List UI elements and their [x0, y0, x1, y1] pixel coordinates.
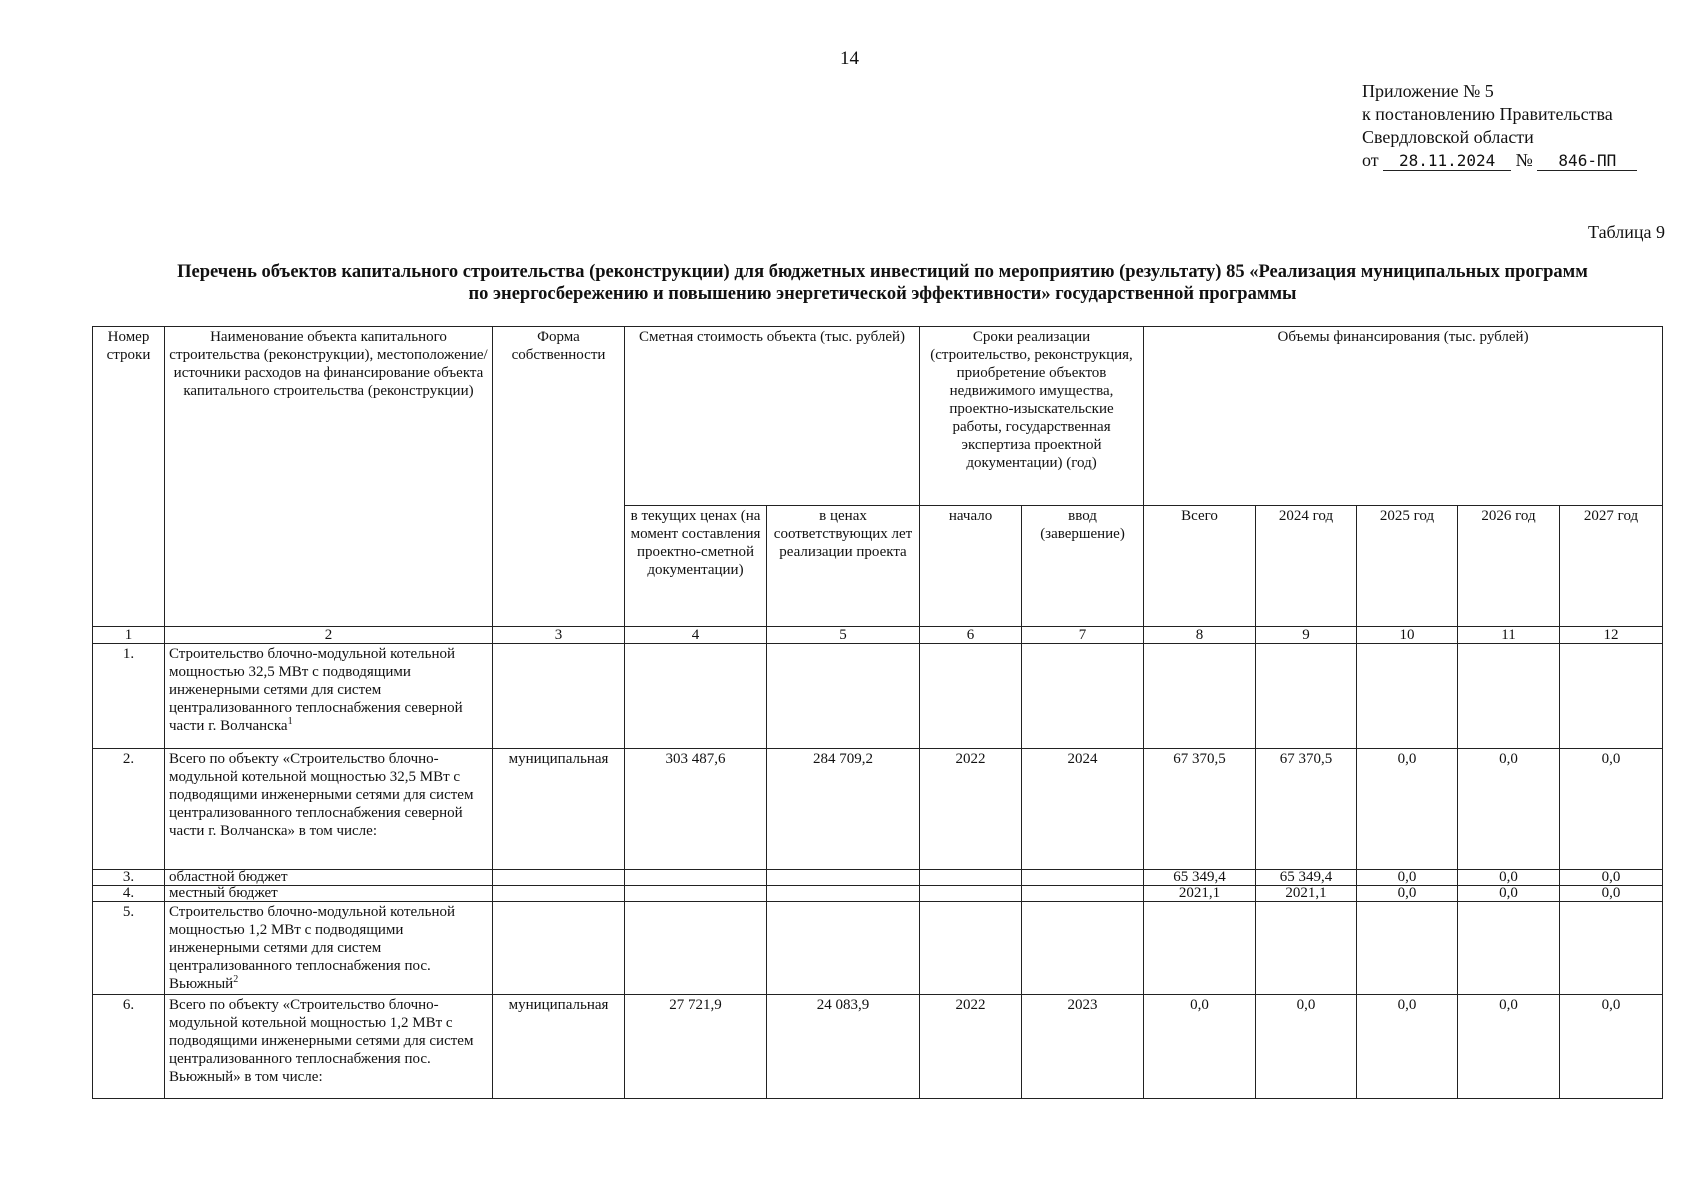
- end-year: [1022, 644, 1144, 749]
- funding-total: [1144, 902, 1256, 995]
- row-number: 3.: [93, 870, 165, 886]
- ownership: муниципальная: [493, 749, 625, 870]
- column-number: 7: [1022, 627, 1144, 644]
- object-name: Всего по объекту «Строительство блочно-модульной котельной мощностью 32,5 МВт с подводящими инженерными сетями для систем централизованного теплоснабжения северной части г. Волчанска» в том числе:: [165, 749, 493, 870]
- funding-2027: [1560, 644, 1663, 749]
- funding-2027: 0,0: [1560, 870, 1663, 886]
- cost-current: 27 721,9: [625, 995, 767, 1099]
- cost-current: [625, 902, 767, 995]
- header-row-1: [93, 327, 1663, 506]
- header-timing: Сроки реализации (строительство, реконструкция, приобретение объектов недвижимого имущества, проектно-изыскательские работы, государственная экспертиза проектной документации) (год): [920, 327, 1144, 506]
- header-start: начало: [920, 506, 1022, 627]
- header-2027: 2027 год: [1560, 506, 1663, 627]
- ownership: [493, 870, 625, 886]
- funding-2024: 65 349,4: [1256, 870, 1357, 886]
- cost-years: 284 709,2: [767, 749, 920, 870]
- page-number: 14: [840, 48, 859, 69]
- table-label: Таблица 9: [1588, 222, 1665, 242]
- column-number: 9: [1256, 627, 1357, 644]
- row-number: 5.: [93, 902, 165, 995]
- header-2025: 2025 год: [1357, 506, 1458, 627]
- table-row: [93, 870, 1663, 886]
- header-estimated-cost: Сметная стоимость объекта (тыс. рублей): [625, 327, 920, 506]
- start-year: [920, 902, 1022, 995]
- object-name: Строительство блочно-модульной котельной мощностью 1,2 МВт с подводящими инженерными сетями для систем централизованного теплоснабжения пос. Вьюжный$^2$: [165, 902, 493, 995]
- footnote-mark: 2: [233, 974, 239, 985]
- table-row: [93, 886, 1663, 902]
- header-object-name: Наименование объекта капитального строительства (реконструкции), местоположение/источники расходов на финансирование объекта капитального строительства (реконструкции): [165, 327, 493, 627]
- funding-2027: 0,0: [1560, 886, 1663, 902]
- object-name: областной бюджет: [165, 870, 493, 886]
- ownership: муниципальная: [493, 995, 625, 1099]
- funding-2025: 0,0: [1357, 995, 1458, 1099]
- cost-years: [767, 870, 920, 886]
- cost-current: [625, 886, 767, 902]
- table-row: [93, 995, 1663, 1099]
- end-year: 2024: [1022, 749, 1144, 870]
- cost-years: [767, 902, 920, 995]
- end-year: [1022, 870, 1144, 886]
- date-prefix: от: [1362, 150, 1379, 170]
- funding-2026: [1458, 902, 1560, 995]
- appendix-line-3: Свердловской области: [1362, 127, 1534, 147]
- object-name: местный бюджет: [165, 886, 493, 902]
- appendix-line-1: Приложение № 5: [1362, 81, 1494, 101]
- object-name: Всего по объекту «Строительство блочно-модульной котельной мощностью 1,2 МВт с подводящими инженерными сетями для систем централизованного теплоснабжения пос. Вьюжный» в том числе:: [165, 995, 493, 1099]
- funding-2026: 0,0: [1458, 870, 1560, 886]
- funding-2027: 0,0: [1560, 995, 1663, 1099]
- cost-years: 24 083,9: [767, 995, 920, 1099]
- row-number: 1.: [93, 644, 165, 749]
- column-number: 2: [165, 627, 493, 644]
- row-number: 4.: [93, 886, 165, 902]
- start-year: 2022: [920, 749, 1022, 870]
- table-row: [93, 902, 1663, 995]
- funding-2026: 0,0: [1458, 749, 1560, 870]
- cost-current: 303 487,6: [625, 749, 767, 870]
- appendix-block: [1362, 80, 1637, 172]
- funding-2025: 0,0: [1357, 749, 1458, 870]
- funding-total: 0,0: [1144, 995, 1256, 1099]
- table-row: [93, 749, 1663, 870]
- column-number: 12: [1560, 627, 1663, 644]
- funding-total: 67 370,5: [1144, 749, 1256, 870]
- cost-current: [625, 644, 767, 749]
- header-end: ввод (завершение): [1022, 506, 1144, 627]
- header-cost-current: в текущих ценах (на момент составления проектно-сметной документации): [625, 506, 767, 627]
- cost-years: [767, 644, 920, 749]
- table-row: [93, 644, 1663, 749]
- funding-2027: [1560, 902, 1663, 995]
- appendix-date-line: [1362, 149, 1637, 172]
- column-numbers-row: [93, 627, 1663, 644]
- funding-2024: [1256, 644, 1357, 749]
- funding-2024: 0,0: [1256, 995, 1357, 1099]
- column-number: 8: [1144, 627, 1256, 644]
- funding-2026: 0,0: [1458, 995, 1560, 1099]
- funding-2025: [1357, 902, 1458, 995]
- row-number: 2.: [93, 749, 165, 870]
- funding-2026: 0,0: [1458, 886, 1560, 902]
- funding-2027: 0,0: [1560, 749, 1663, 870]
- column-number: 4: [625, 627, 767, 644]
- start-year: [920, 886, 1022, 902]
- start-year: [920, 644, 1022, 749]
- header-total: Всего: [1144, 506, 1256, 627]
- funding-total: 65 349,4: [1144, 870, 1256, 886]
- column-number: 3: [493, 627, 625, 644]
- funding-2024: 2021,1: [1256, 886, 1357, 902]
- document-title: [90, 261, 1675, 305]
- title-line-1: Перечень объектов капитального строительства (реконструкции) для бюджетных инвестиций по мероприятию (результату) 85 «Реализация муниципальных программ: [177, 262, 1588, 282]
- capital-construction-table: [92, 326, 1663, 1099]
- object-name: Строительство блочно-модульной котельной мощностью 32,5 МВт с подводящими инженерными сетями для систем централизованного теплоснабжения северной части г. Волчанска$^1$: [165, 644, 493, 749]
- end-year: 2023: [1022, 995, 1144, 1099]
- funding-2024: 67 370,5: [1256, 749, 1357, 870]
- funding-2025: 0,0: [1357, 886, 1458, 902]
- header-2024: 2024 год: [1256, 506, 1357, 627]
- ownership: [493, 644, 625, 749]
- column-number: 11: [1458, 627, 1560, 644]
- funding-2025: 0,0: [1357, 870, 1458, 886]
- column-number: 1: [93, 627, 165, 644]
- header-2026: 2026 год: [1458, 506, 1560, 627]
- header-funding: Объемы финансирования (тыс. рублей): [1144, 327, 1663, 506]
- funding-total: [1144, 644, 1256, 749]
- end-year: [1022, 902, 1144, 995]
- header-row-number: Номер строки: [93, 327, 165, 627]
- start-year: [920, 870, 1022, 886]
- ownership: [493, 886, 625, 902]
- number-prefix: №: [1515, 150, 1533, 170]
- column-number: 10: [1357, 627, 1458, 644]
- column-number: 6: [920, 627, 1022, 644]
- column-number: 5: [767, 627, 920, 644]
- end-year: [1022, 886, 1144, 902]
- header-cost-years: в ценах соответствующих лет реализации проекта: [767, 506, 920, 627]
- funding-2026: [1458, 644, 1560, 749]
- funding-2024: [1256, 902, 1357, 995]
- funding-2025: [1357, 644, 1458, 749]
- row-number: 6.: [93, 995, 165, 1099]
- cost-current: [625, 870, 767, 886]
- appendix-line-2: к постановлению Правительства: [1362, 104, 1613, 124]
- title-line-2: по энергосбережению и повышению энергетической эффективности» государственной программы: [468, 284, 1297, 304]
- ownership: [493, 902, 625, 995]
- start-year: 2022: [920, 995, 1022, 1099]
- funding-total: 2021,1: [1144, 886, 1256, 902]
- cost-years: [767, 886, 920, 902]
- footnote-mark: 1: [287, 716, 293, 727]
- decree-date: 28.11.2024: [1383, 152, 1511, 171]
- header-ownership: Форма собственности: [493, 327, 625, 627]
- decree-number: 846-ПП: [1537, 152, 1637, 171]
